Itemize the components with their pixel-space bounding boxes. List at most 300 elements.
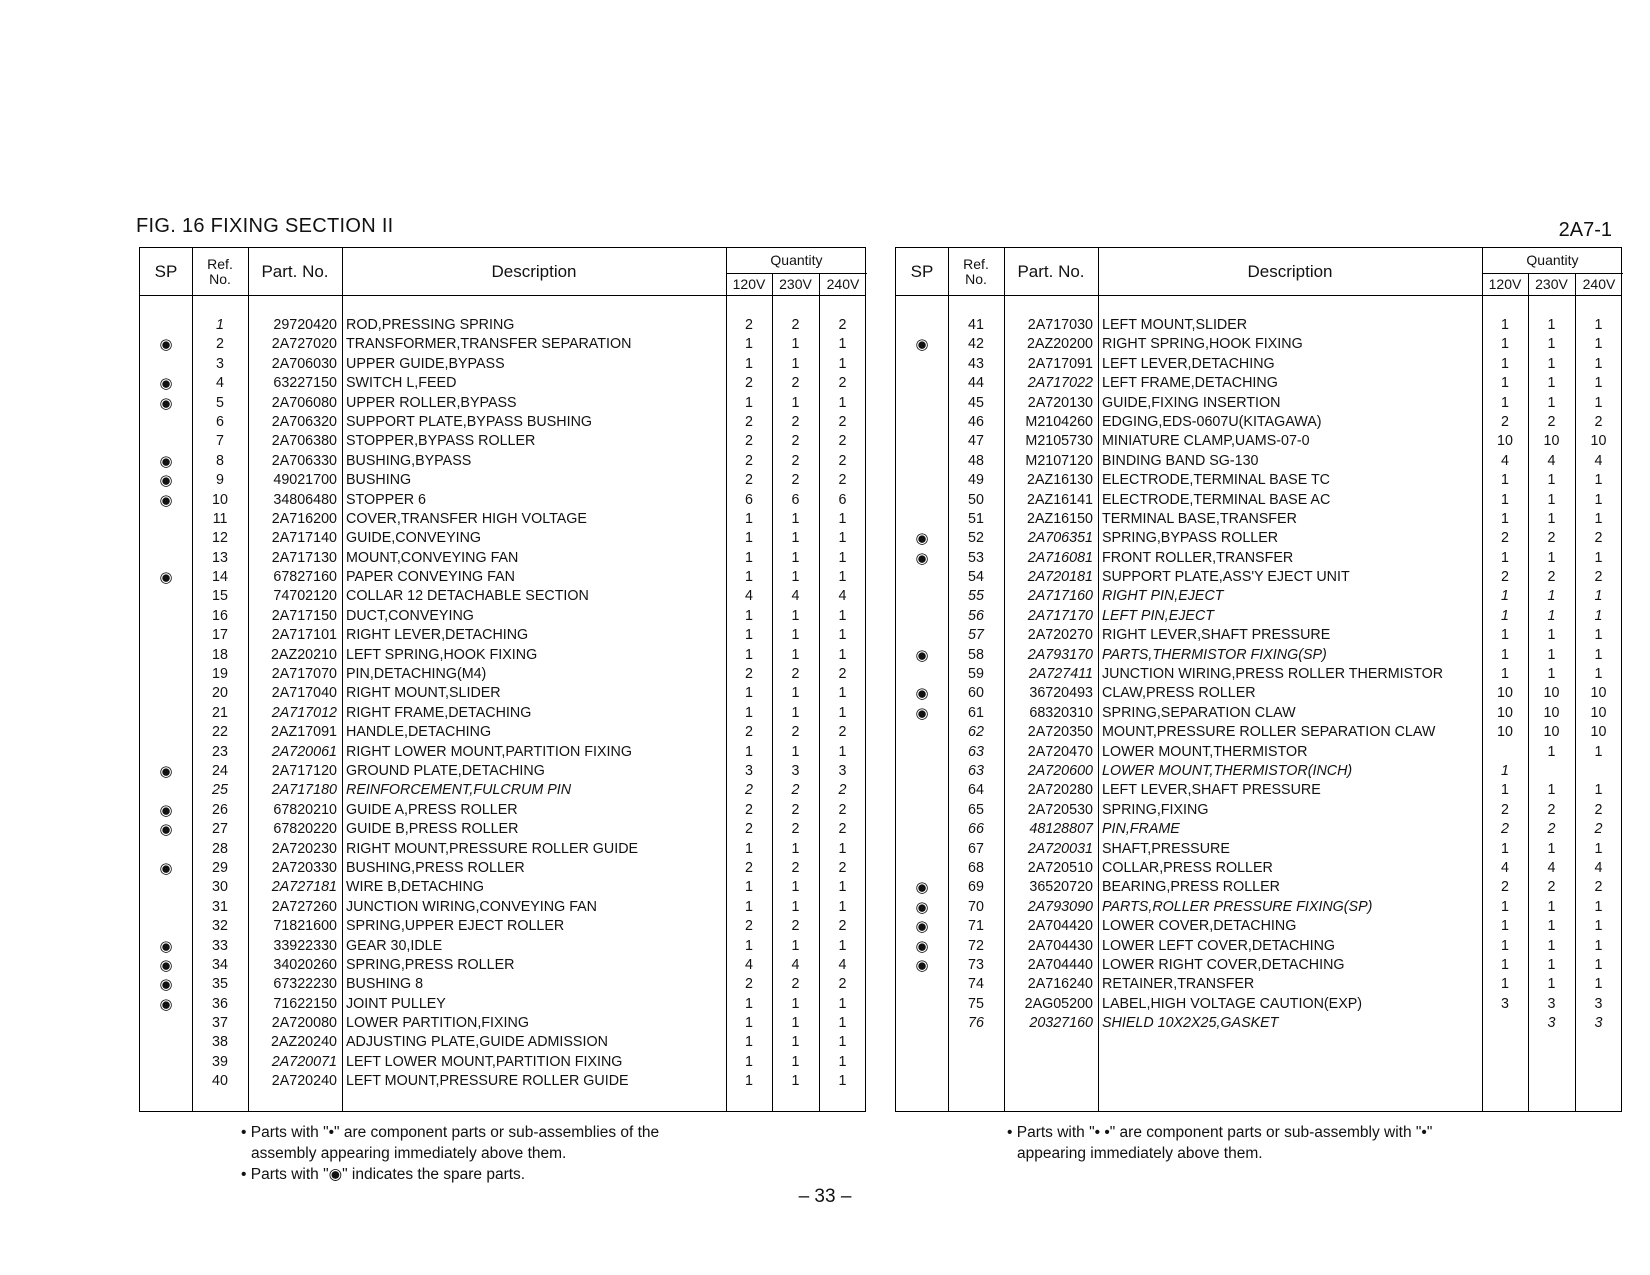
qty-240v: 2 (838, 666, 847, 683)
part-description: LOWER PARTITION,FIXING (346, 1015, 529, 1032)
part-number: 2A717101 (271, 627, 337, 644)
qty-230v: 1 (791, 549, 800, 566)
ref-no: 4 (216, 375, 224, 392)
table-row (896, 684, 1621, 703)
ref-no: 14 (212, 569, 228, 586)
table-row (896, 607, 1621, 626)
figure-title: FIG. 16 FIXING SECTION II (136, 215, 394, 237)
table-row (140, 491, 865, 510)
table-row (140, 355, 865, 374)
qty-240v: 6 (838, 491, 847, 508)
table-row (140, 1014, 865, 1033)
part-number: 2A706320 (271, 413, 337, 430)
ref-no: 58 (968, 646, 984, 663)
qty-120v: 1 (1501, 646, 1509, 663)
table-row (896, 820, 1621, 839)
table-row (140, 413, 865, 432)
part-number: 2AZ16141 (1027, 491, 1093, 508)
ref-no: 10 (212, 491, 228, 508)
qty-120v: 2 (1501, 413, 1509, 430)
qty-120v: 1 (1501, 510, 1509, 527)
table-body (140, 316, 865, 1092)
ref-no: 30 (212, 879, 228, 896)
qty-230v: 3 (791, 762, 800, 779)
qty-120v: 3 (745, 762, 753, 779)
spare-part-marker: ◉ (159, 976, 173, 994)
qty-230v: 1 (1547, 666, 1556, 683)
qty-120v: 1 (1501, 898, 1509, 915)
qty-240v: 1 (838, 743, 847, 760)
qty-230v: 1 (1547, 336, 1556, 353)
ref-no: 72 (968, 937, 984, 954)
part-number: 36720493 (1029, 685, 1093, 702)
qty-120v: 1 (745, 510, 753, 527)
qty-120v: 1 (1501, 317, 1509, 333)
qty-120v: 1 (745, 569, 753, 586)
qty-240v: 1 (1594, 743, 1603, 760)
part-number: 2A720530 (1027, 801, 1093, 818)
note-component-parts: • Parts with "•" are component parts or sub-assemblies of the (241, 1124, 660, 1141)
spare-part-marker: ◉ (159, 762, 173, 780)
qty-230v: 1 (1547, 549, 1556, 566)
table-row (140, 394, 865, 413)
table-row (140, 549, 865, 568)
qty-120v: 2 (745, 782, 753, 799)
parts-table-right (895, 247, 1622, 1112)
qty-120v: 4 (1501, 452, 1509, 469)
qty-120v: 2 (745, 859, 753, 876)
table-row (896, 491, 1621, 510)
ref-no: 76 (968, 1015, 984, 1032)
part-number: 2A704430 (1027, 937, 1093, 954)
qty-120v: 4 (745, 588, 753, 605)
part-description: UPPER ROLLER,BYPASS (346, 394, 517, 411)
spare-part-marker: ◉ (915, 549, 929, 567)
part-description: SHAFT,PRESSURE (1102, 840, 1230, 857)
table-row (140, 471, 865, 490)
qty-230v: 1 (1547, 588, 1556, 605)
table-row (896, 975, 1621, 994)
spare-part-marker: ◉ (915, 336, 929, 354)
part-number: 2A717030 (1027, 317, 1093, 333)
header-230v: 230V (1535, 275, 1568, 292)
qty-240v: 1 (1594, 918, 1603, 935)
part-description: LOWER RIGHT COVER,DETACHING (1102, 956, 1345, 973)
table-row (896, 723, 1621, 742)
qty-120v: 1 (1501, 762, 1509, 779)
table-row (140, 684, 865, 703)
qty-120v: 2 (745, 472, 753, 489)
qty-230v: 1 (791, 510, 800, 527)
part-description: LEFT MOUNT,SLIDER (1102, 317, 1248, 333)
part-number: 2A720130 (1027, 394, 1093, 411)
table-row (140, 820, 865, 839)
qty-120v: 2 (745, 375, 753, 392)
qty-230v: 2 (791, 413, 800, 430)
ref-no: 12 (212, 530, 228, 547)
ref-no: 67 (968, 840, 984, 857)
qty-240v: 2 (838, 918, 847, 935)
part-number: 33922330 (273, 937, 337, 954)
qty-230v: 1 (791, 1073, 800, 1090)
qty-240v: 1 (1594, 646, 1603, 663)
qty-120v: 1 (1501, 956, 1509, 973)
part-number: 74702120 (273, 588, 337, 605)
header-240v: 240V (1582, 275, 1616, 292)
ref-no: 23 (212, 743, 228, 760)
qty-240v: 2 (1594, 821, 1603, 838)
table-row (140, 510, 865, 529)
qty-230v: 2 (1547, 801, 1556, 818)
qty-240v: 1 (838, 646, 847, 663)
part-number: M2105730 (1025, 433, 1093, 450)
part-number: 2A720181 (1027, 569, 1093, 586)
spare-part-marker: ◉ (915, 530, 929, 548)
qty-240v: 1 (1594, 627, 1603, 644)
qty-240v: 1 (1594, 898, 1603, 915)
part-number: 2A727411 (1028, 666, 1093, 683)
ref-no: 41 (968, 317, 984, 333)
ref-no: 43 (968, 355, 984, 372)
part-description: JUNCTION WIRING,PRESS ROLLER THERMISTOR (1102, 666, 1444, 683)
part-description: PIN,DETACHING(M4) (346, 666, 487, 683)
qty-240v: 2 (838, 821, 847, 838)
qty-230v: 2 (791, 801, 800, 818)
part-description: LABEL,HIGH VOLTAGE CAUTION(EXP) (1102, 995, 1363, 1012)
part-number: 2A717130 (271, 549, 337, 566)
ref-no: 65 (968, 801, 984, 818)
part-description: RIGHT LEVER,DETACHING (346, 627, 529, 644)
qty-120v: 1 (1501, 782, 1509, 799)
part-description: ELECTRODE,TERMINAL BASE AC (1102, 491, 1331, 508)
part-number: 2A717012 (271, 704, 337, 721)
part-number: 2A720330 (271, 859, 337, 876)
qty-240v: 1 (1594, 394, 1603, 411)
table-row (140, 995, 865, 1014)
part-number: 67827160 (273, 569, 337, 586)
qty-230v: 1 (791, 898, 800, 915)
table-row (140, 335, 865, 354)
ref-no: 29 (212, 859, 228, 876)
table-row (140, 840, 865, 859)
part-number: 2A717170 (1027, 607, 1093, 624)
part-number: 2A706030 (271, 355, 337, 372)
ref-no: 44 (968, 375, 984, 392)
table-row (896, 859, 1621, 878)
part-description: LEFT SPRING,HOOK FIXING (346, 646, 538, 663)
qty-230v: 10 (1543, 724, 1560, 741)
part-number: 2A727020 (271, 336, 337, 353)
qty-230v: 2 (791, 375, 800, 392)
ref-no: 75 (968, 995, 984, 1012)
qty-120v: 1 (1501, 472, 1509, 489)
part-number: 49021700 (273, 472, 337, 489)
part-description: LEFT LEVER,DETACHING (1102, 355, 1275, 372)
part-number: 2A720350 (1027, 724, 1093, 741)
part-description: LEFT LOWER MOUNT,PARTITION FIXING (346, 1053, 623, 1070)
qty-240v: 2 (838, 317, 847, 333)
qty-120v: 2 (1501, 801, 1509, 818)
ref-no: 38 (212, 1034, 228, 1051)
header-sp: SP (154, 261, 178, 281)
spare-part-marker: ◉ (159, 452, 173, 470)
spare-part-marker: ◉ (915, 646, 929, 664)
part-number: 2AZ20240 (271, 1034, 337, 1051)
part-number: 68320310 (1029, 704, 1093, 721)
part-number: 2A706380 (271, 433, 337, 450)
table-row (896, 510, 1621, 529)
part-description: LOWER COVER,DETACHING (1102, 918, 1297, 935)
qty-240v: 1 (1594, 937, 1603, 954)
qty-240v: 1 (1594, 375, 1603, 392)
part-description: RIGHT SPRING,HOOK FIXING (1102, 336, 1303, 353)
part-description: PARTS,THERMISTOR FIXING(SP) (1102, 646, 1327, 663)
qty-120v: 3 (1501, 995, 1509, 1012)
qty-240v: 2 (838, 859, 847, 876)
qty-230v: 1 (791, 685, 800, 702)
part-description: LEFT MOUNT,PRESSURE ROLLER GUIDE (346, 1073, 629, 1090)
qty-120v: 1 (745, 937, 753, 954)
part-description: GUIDE B,PRESS ROLLER (346, 821, 519, 838)
qty-230v: 1 (1547, 976, 1556, 993)
ref-no: 53 (968, 549, 984, 566)
qty-120v: 1 (745, 1053, 753, 1070)
qty-120v: 10 (1497, 704, 1513, 721)
qty-120v: 2 (745, 452, 753, 469)
qty-230v: 4 (791, 956, 800, 973)
qty-120v: 4 (745, 956, 753, 973)
ref-no: 24 (212, 762, 228, 779)
qty-230v: 1 (791, 840, 800, 857)
qty-230v: 1 (1547, 627, 1556, 644)
part-description: BUSHING,BYPASS (346, 452, 472, 469)
qty-230v: 1 (791, 569, 800, 586)
ref-no: 19 (212, 666, 228, 683)
spare-part-marker: ◉ (159, 937, 173, 955)
table-row (896, 413, 1621, 432)
part-number: 2A720470 (1027, 743, 1093, 760)
part-number: M2107120 (1025, 452, 1093, 469)
part-description: RIGHT LEVER,SHAFT PRESSURE (1102, 627, 1331, 644)
qty-240v: 4 (1594, 452, 1603, 469)
part-number: 63227150 (273, 375, 337, 392)
qty-120v: 2 (745, 918, 753, 935)
qty-120v: 2 (1501, 879, 1509, 896)
page-number: – 33 – (798, 1186, 852, 1207)
part-number: 2A706080 (271, 394, 337, 411)
part-number: 71821600 (273, 918, 337, 935)
part-description: RIGHT MOUNT,PRESSURE ROLLER GUIDE (346, 840, 639, 857)
part-description: SPRING,SEPARATION CLAW (1102, 704, 1296, 721)
qty-240v: 2 (1594, 413, 1603, 430)
qty-120v: 1 (745, 530, 753, 547)
qty-240v: 1 (1594, 472, 1603, 489)
spare-part-marker: ◉ (915, 956, 929, 974)
qty-120v: 10 (1497, 724, 1513, 741)
part-number: 2A720230 (271, 840, 337, 857)
part-number: 2A706351 (1027, 530, 1093, 547)
qty-120v: 1 (745, 1073, 753, 1090)
qty-240v: 1 (838, 879, 847, 896)
ref-no: 54 (968, 569, 984, 586)
qty-120v: 1 (1501, 355, 1509, 372)
qty-230v: 1 (1547, 317, 1556, 333)
ref-no: 46 (968, 413, 984, 430)
note-spare-parts: • Parts with "◉" indicates the spare parts. (241, 1166, 526, 1183)
qty-240v: 1 (838, 355, 847, 372)
part-description: SPRING,BYPASS ROLLER (1102, 530, 1279, 547)
part-number: 2A716200 (271, 510, 337, 527)
qty-120v: 1 (1501, 627, 1509, 644)
qty-120v: 1 (745, 607, 753, 624)
qty-230v: 10 (1543, 433, 1560, 450)
part-description: UPPER GUIDE,BYPASS (346, 355, 505, 372)
part-description: BEARING,PRESS ROLLER (1102, 879, 1280, 896)
ref-no: 15 (212, 588, 228, 605)
qty-230v: 2 (791, 724, 800, 741)
header-part-no: Part. No. (1017, 261, 1085, 281)
spare-part-marker: ◉ (159, 569, 173, 587)
qty-240v: 1 (838, 530, 847, 547)
table-row (896, 743, 1621, 762)
spare-part-marker: ◉ (159, 995, 173, 1013)
qty-240v: 2 (838, 452, 847, 469)
part-number: 2A720031 (1027, 840, 1093, 857)
qty-240v: 4 (1594, 859, 1603, 876)
part-description: GUIDE,FIXING INSERTION (1102, 394, 1281, 411)
ref-no: 21 (212, 704, 228, 721)
ref-no: 61 (968, 704, 984, 721)
qty-240v: 1 (1594, 607, 1603, 624)
header-230v: 230V (779, 275, 812, 292)
table-row (140, 898, 865, 917)
qty-240v: 1 (838, 685, 847, 702)
table-row (896, 394, 1621, 413)
qty-230v: 1 (791, 1053, 800, 1070)
part-number: 2A716240 (1027, 976, 1093, 993)
ref-no: 16 (212, 607, 228, 624)
qty-240v: 1 (1594, 782, 1603, 799)
qty-230v: 1 (1547, 743, 1556, 760)
ref-no: 1 (216, 317, 224, 333)
part-description: SUPPORT PLATE,BYPASS BUSHING (346, 413, 593, 430)
part-number: 2A717070 (271, 666, 337, 683)
qty-230v: 3 (1547, 1015, 1556, 1032)
qty-240v: 1 (838, 627, 847, 644)
spare-part-marker: ◉ (915, 918, 929, 936)
qty-240v: 1 (838, 898, 847, 915)
spare-part-marker: ◉ (159, 394, 173, 412)
qty-230v: 2 (1547, 413, 1556, 430)
qty-230v: 2 (791, 666, 800, 683)
qty-230v: 1 (791, 355, 800, 372)
part-description: COLLAR 12 DETACHABLE SECTION (346, 588, 589, 605)
qty-230v: 1 (791, 743, 800, 760)
part-description: SPRING,FIXING (1102, 801, 1209, 818)
part-number: 2AZ16130 (1027, 472, 1093, 489)
qty-240v: 1 (1594, 549, 1603, 566)
table-row (140, 975, 865, 994)
table-row (140, 452, 865, 471)
ref-no: 37 (212, 1015, 228, 1032)
ref-no: 26 (212, 801, 228, 818)
part-description: ROD,PRESSING SPRING (346, 317, 515, 333)
table-row (140, 607, 865, 626)
ref-no: 31 (212, 898, 228, 915)
part-description: BUSHING,PRESS ROLLER (346, 859, 525, 876)
qty-120v: 1 (745, 685, 753, 702)
qty-240v: 10 (1590, 724, 1607, 741)
part-description: WIRE B,DETACHING (346, 879, 484, 896)
table-row (896, 840, 1621, 859)
qty-120v: 1 (1501, 491, 1509, 508)
ref-no: 56 (968, 607, 984, 624)
ref-no: 63 (968, 743, 984, 760)
spare-part-marker: ◉ (159, 336, 173, 354)
part-description: HANDLE,DETACHING (346, 724, 492, 741)
ref-no: 20 (212, 685, 228, 702)
qty-240v: 1 (838, 394, 847, 411)
header-quantity: Quantity (770, 252, 823, 268)
note-sub-assembly-cont: appearing immediately above them. (1017, 1145, 1263, 1162)
qty-120v: 2 (745, 724, 753, 741)
qty-240v: 1 (838, 336, 847, 353)
spare-part-marker: ◉ (159, 821, 173, 839)
part-description: RIGHT PIN,EJECT (1102, 588, 1224, 605)
table-row (140, 587, 865, 606)
spare-part-marker: ◉ (915, 879, 929, 897)
qty-120v: 1 (745, 549, 753, 566)
part-number: 67322230 (273, 976, 337, 993)
table-row (140, 704, 865, 723)
qty-240v: 2 (838, 375, 847, 392)
ref-no: 60 (968, 685, 984, 702)
spare-part-marker: ◉ (159, 375, 173, 393)
qty-120v: 1 (1501, 666, 1509, 683)
qty-120v: 1 (745, 646, 753, 663)
part-number: 2A720061 (271, 743, 337, 760)
header-240v: 240V (826, 275, 860, 292)
table-row (140, 781, 865, 800)
part-description: REINFORCEMENT,FULCRUM PIN (346, 782, 572, 799)
header-sp: SP (910, 261, 934, 281)
qty-120v: 1 (745, 336, 753, 353)
qty-240v: 3 (1594, 995, 1603, 1012)
spare-part-marker: ◉ (159, 801, 173, 819)
part-number: 2A727260 (271, 898, 337, 915)
qty-230v: 1 (791, 1034, 800, 1051)
qty-120v: 1 (745, 840, 753, 857)
qty-240v: 2 (1594, 801, 1603, 818)
qty-230v: 1 (1547, 607, 1556, 624)
ref-no: 49 (968, 472, 984, 489)
qty-230v: 1 (791, 530, 800, 547)
table-row (896, 316, 1621, 335)
table-row (896, 568, 1621, 587)
qty-120v: 1 (745, 1034, 753, 1051)
qty-230v: 4 (791, 588, 800, 605)
ref-no: 71 (968, 918, 984, 935)
header-quantity: Quantity (1526, 252, 1579, 268)
qty-240v: 2 (838, 413, 847, 430)
qty-120v: 1 (745, 995, 753, 1012)
part-number: 2A717120 (271, 762, 337, 779)
table-row (896, 917, 1621, 936)
part-number: 2AZ20210 (271, 646, 337, 663)
part-description: MOUNT,PRESSURE ROLLER SEPARATION CLAW (1102, 724, 1436, 741)
part-description: TERMINAL BASE,TRANSFER (1102, 510, 1297, 527)
qty-230v: 6 (791, 491, 800, 508)
